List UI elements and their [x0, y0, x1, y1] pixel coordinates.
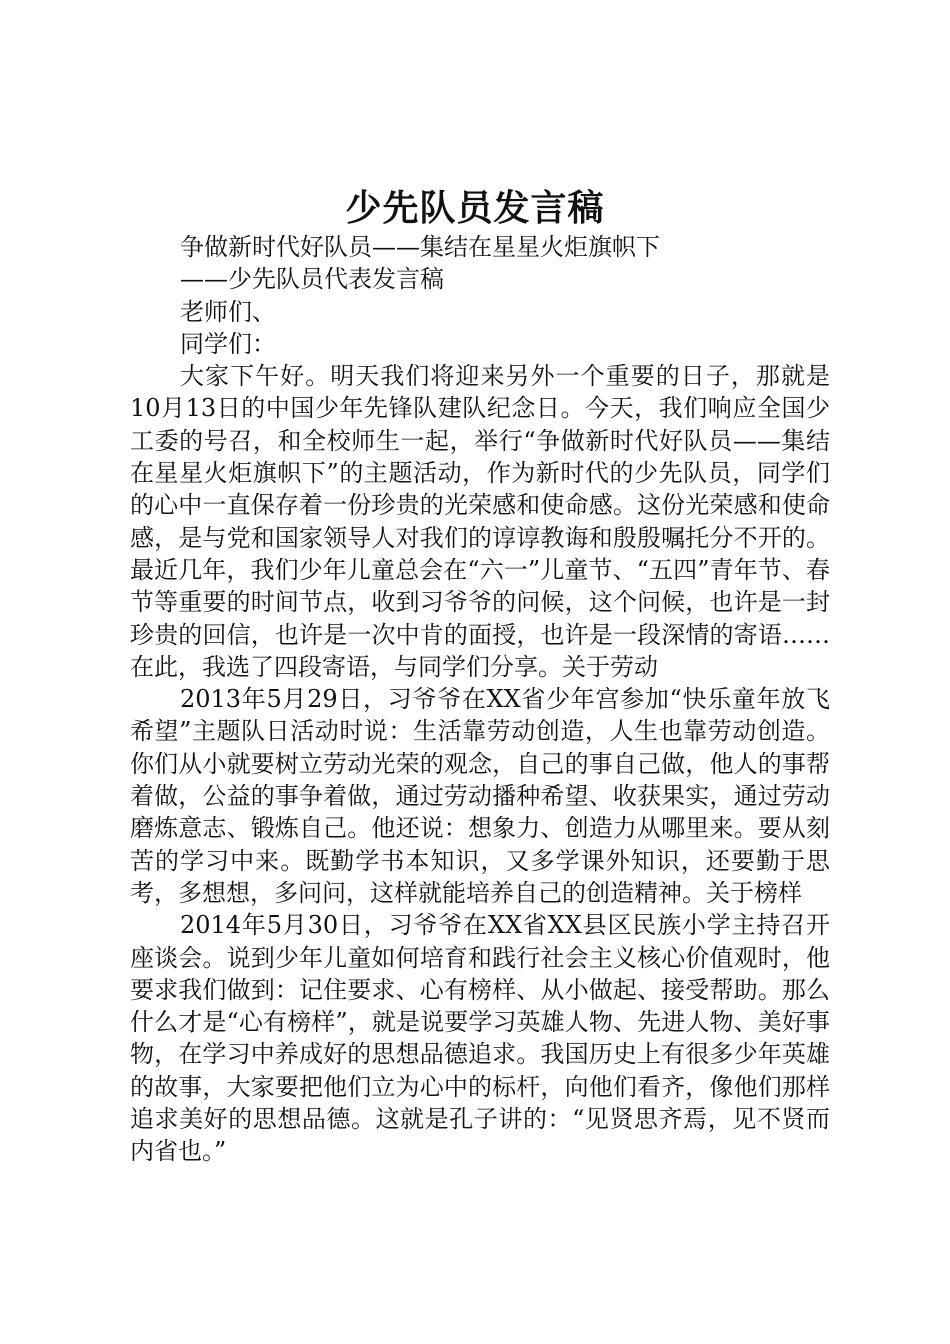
paragraph-labor: 2013年5月29日，习爷爷在XX省少年宫参加“快乐童年放飞希望”主题队日活动时说：生活靠劳动创造，人生也靠劳动创造。你们从小就要树立劳动光荣的观念，自己的事自己做，他人的事帮着做，公益的事争着做，通过劳动播种希望、收获果实，通过劳动磨炼意志、锻炼自己。他还说：想象力、创造力从哪里来。要从刻苦的学习中来。既勤学书本知识，又多学课外知识，还要勤于思考，多想想，多问问，这样就能培养自己的创造精神。关于榜样 [130, 685, 830, 907]
salutation-teachers: 老师们、 [180, 297, 276, 326]
salutation-students: 同学们： [180, 329, 276, 358]
document-title: 少先队员发言稿 [345, 188, 605, 229]
paragraph-role-model: 2014年5月30日，习爷爷在XX省XX县区民族小学主持召开座谈会。说到少年儿童如何培育和践行社会主义核心价值观时，他要求我们做到：记住要求、心有榜样、从小做起、接受帮助。那么什么才是“心有榜样”，就是说要学习英雄人物、先进人物、美好事物，在学习中养成好的思想品德追求。我国历史上有很多少年英雄的故事，大家要把他们立为心中的标杆，向他们看齐，像他们那样追求美好的思想品德。这就是孔子讲的：“见贤思齐焉，见不贤而内省也。” [130, 911, 830, 1166]
document-body [130, 231, 830, 1168]
subtitle: 争做新时代好队员——集结在星星火炬旗帜下 [180, 233, 660, 261]
paragraph-intro: 大家下午好。明天我们将迎来另外一个重要的日子，那就是10月13日的中国少年先锋队建队纪念日。今天，我们响应全国少工委的号召，和全校师生一起，举行“争做新时代好队员——集结在星星火炬旗帜下”的主题活动，作为新时代的少先队员，同学们的心中一直保存着一份珍贵的光荣感和使命感。这份光荣感和使命感，是与党和国家领导人对我们的谆谆教诲和殷殷嘱托分不开的。最近几年，我们少年儿童总会在“六一”儿童节、“五四”青年节、春节等重要的时间节点，收到习爷爷的问候，这个问候，也许是一封珍贵的回信，也许是一次中肯的面授，也许是一段深情的寄语……在此，我选了四段寄语，与同学们分享。关于劳动 [130, 362, 830, 681]
byline: ——少先队员代表发言稿 [180, 265, 444, 294]
